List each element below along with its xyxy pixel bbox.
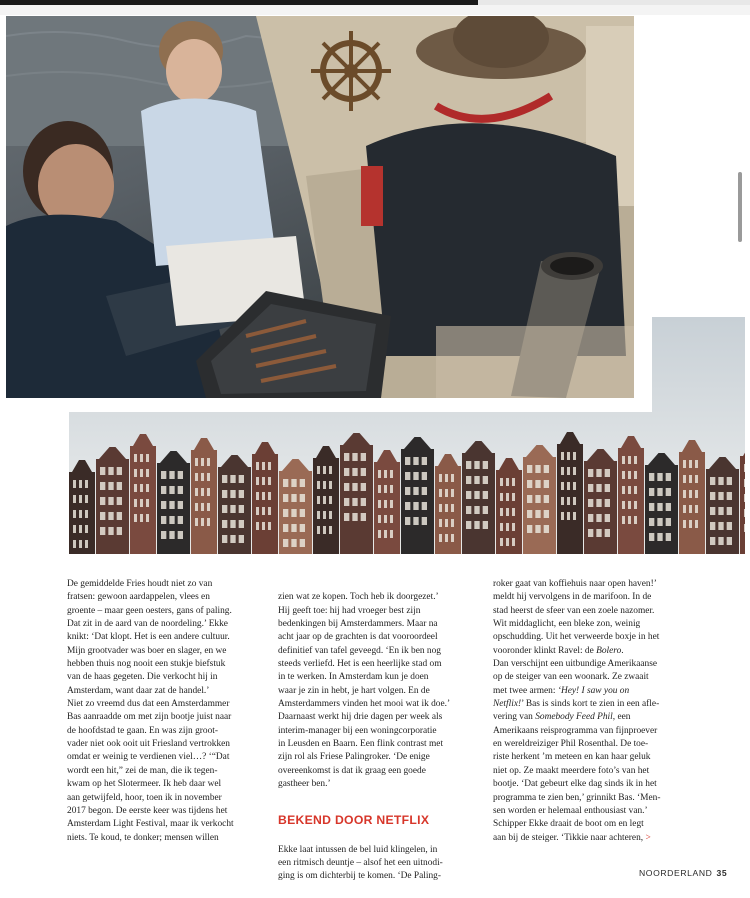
canal-house (313, 446, 339, 554)
ship-wheel (311, 31, 391, 111)
canal-house (496, 458, 522, 554)
netflix-quote: ‘Hey! I saw you on Netflix! (493, 685, 630, 710)
column-2-text-bottom: Ekke laat intussen de bel luid klingelen, in een ritmisch deuntje – alsof het een uitnodi- ging is om dichterbij te komen. ‘De Paling- (278, 844, 443, 882)
canal-house (252, 442, 278, 554)
scrollbar-thumb[interactable] (738, 172, 742, 242)
canal-house (218, 455, 251, 554)
page-footer (639, 868, 727, 878)
show-title: Somebody Feed Phil (535, 712, 613, 723)
canal-house (96, 447, 129, 554)
canal-house (157, 451, 190, 554)
page-number: 35 (716, 868, 728, 878)
canal-house (679, 440, 705, 554)
canal-house (557, 432, 583, 554)
page-top-edge (0, 5, 750, 15)
article-column-2 (278, 578, 478, 897)
column-3-text-a: roker gaat van koffiehuis naar open haven!’ meldt hij vervolgens in de marifoon. In de stad heerst de sfeer van een zoele nazomer. Wit middaglicht, een bleke zon, weinig opschudding. Uit het verweerde boxje in het vooronder klinkt Ravel: de (493, 579, 660, 656)
canal-house (130, 434, 156, 554)
canal-house (191, 438, 217, 554)
bolero-title: Bolero (596, 645, 622, 656)
canal-house (523, 445, 556, 554)
continue-arrow-icon: > (645, 832, 651, 843)
article-column-1: De gemiddelde Fries houdt niet zo van fratsen: gewoon aardappelen, vlees en groente – maar geen oesters, gans of paling. Dat zit in de aard van de noordeling.’ Ekke knikt: ‘Dat klopt. Het is een andere cultuur. Mijn grootvader was boer en slager, en we hebben thuis nog nooit een stukje biefstuk van de haas gegeten. Die verkocht hij in Amsterdam, want daar zat de handel.’ Niet zo vreemd dus dat een Amsterdammer Bas aanraadde om met zijn bootje juist naar de hoofdstad te gaan. En was zijn groot- vader niet ook ooit uit Friesland vertrokken omdat er weinig te verdienen viel…? ‘“Dat wordt een hit,” zei de man, die ik tegen- kwam op het Slotermeer. Ik heb daar wel aan getwijfeld, hoor, toen ik in november 2017 begon. De eerste keer was tijdens het Amsterdam Light Festival, maar ik verkocht niets. Te koud, te donker; mensen willen (67, 579, 234, 843)
canal-house (462, 441, 495, 554)
column-3-text-d: , een Amerikaans reisprogramma van fijnproever en wereldreiziger Phil Rosenthal. De toe- riste herkent ’m meteen en kan haar geluk niet op. Ze maakt meerdere foto’s van het bootje. ‘Dat gebeurt elke dag sinds ik in het programma te zien ben,’ grinnikt Bas. ‘Men- sen worden er helemaal enthousiast van.’ Schipper Ekke draait de boot om en legt aan bij de steiger. ‘Tikkie naar achteren, (493, 712, 661, 843)
footer-section-name: NOORDERLAND (639, 868, 713, 878)
boat-scene-illustration (6, 16, 634, 398)
canal-house (279, 459, 312, 554)
canal-house (340, 433, 373, 554)
canal-house (618, 436, 644, 554)
canal-house (435, 454, 461, 554)
boat-photo (6, 16, 634, 398)
canal-house (374, 450, 400, 554)
canal-house (706, 457, 739, 554)
column-3-text-c: ’ Bas is sinds kort te zien in een afle- vering van (493, 699, 660, 723)
canal-house (584, 449, 617, 554)
column-3-text-b: . Dan verschijnt een uitbundige Amerikaanse op de steiger van een woonark. Ze zwaait met twee armen: (493, 645, 658, 696)
article-column-3 (493, 578, 693, 845)
canal-house (645, 453, 678, 554)
canal-house (69, 460, 95, 554)
canal-house (401, 437, 434, 554)
canal-house (740, 444, 745, 554)
column-2-text-top: zien wat ze kopen. Toch heb ik doorgezet.’ Hij geeft toe: hij had vroeger best zijn bedenkingen bij Amsterdammers. Maar na acht jaar op de grachten is dat vooroordeel definitief van tafel geveegd. ‘En ik ben nog steeds verliefd. Het is een heerlijke stad om in te werken. In Amsterdam kun je doen waar je zin in hebt, je hart volgen. En de Amsterdammers vinden het mooi wat ik doe.’ Daarnaast werkt hij drie dagen per week als interim-manager bij een woningcorporatie in Leusden en Baarn. Een flink contrast met zijn rol als Friese Palingroker. ‘De enige overeenkomst is dat ik graag een goede gastheer ben.’ (278, 592, 451, 790)
section-heading: BEKEND DOOR NETFLIX (278, 812, 430, 827)
